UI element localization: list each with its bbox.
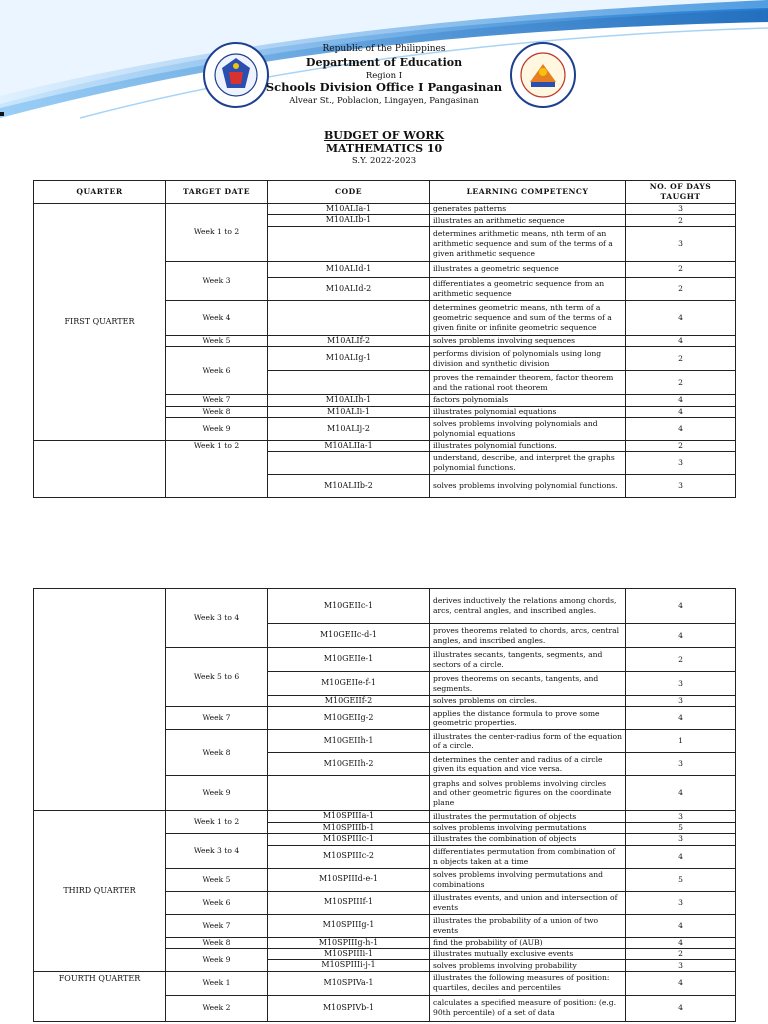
days-cell: 3 — [626, 452, 736, 475]
table-header-row — [34, 181, 736, 204]
days-cell: 3 — [626, 475, 736, 498]
competency-cell: differentiates permutation from combination of n objects taken at a time — [430, 845, 626, 868]
competency-cell: generates patterns — [430, 204, 626, 215]
competency-cell: illustrates an arithmetic sequence — [430, 215, 626, 226]
competency-cell: solves problems involving permutations — [430, 822, 626, 833]
target-date-cell: Week 5 to 6 — [166, 648, 268, 707]
code-cell: M10ALIf-2 — [268, 335, 430, 346]
days-cell: 2 — [626, 948, 736, 959]
competency-cell: graphs and solves problems involving circles and other geometric figures on the coordinate plane — [430, 776, 626, 811]
target-date-cell: Week 9 — [166, 776, 268, 811]
code-cell: M10SPIIIi-1 — [268, 948, 430, 959]
competency-cell: solves problems involving sequences — [430, 335, 626, 346]
target-date-cell: Week 7 — [166, 914, 268, 937]
competency-cell: illustrates the center-radius form of the equation of a circle. — [430, 730, 626, 753]
days-cell: 4 — [626, 300, 736, 335]
code-cell: M10GEIIc-d-1 — [268, 624, 430, 648]
days-cell: 4 — [626, 395, 736, 406]
target-date-cell: Week 1 to 2 — [166, 440, 268, 497]
competency-cell: proves the remainder theorem, factor theorem and the rational root theorem — [430, 371, 626, 395]
competency-cell: factors polynomials — [430, 395, 626, 406]
competency-cell: solves problems on circles. — [430, 696, 626, 707]
code-cell: M10GEIIe-1 — [268, 648, 430, 672]
competency-cell: illustrates secants, tangents, segments, and sectors of a circle. — [430, 648, 626, 672]
code-cell: M10ALIj-2 — [268, 417, 430, 440]
page-marker — [0, 112, 4, 116]
days-cell: 3 — [626, 960, 736, 971]
competency-cell: find the probability of (AUB) — [430, 937, 626, 948]
target-date-cell: Week 3 to 4 — [166, 589, 268, 648]
competency-cell: determines arithmetic means, nth term of an arithmetic sequence and sum of the terms of a given arithmetic sequence — [430, 226, 626, 261]
competency-cell: determines geometric means, nth term of a geometric sequence and sum of the terms of a given finite or infinite geometric sequence — [430, 300, 626, 335]
days-cell: 4 — [626, 914, 736, 937]
competency-cell: illustrates events, and union and intersection of events — [430, 891, 626, 914]
subject-title: MATHEMATICS 10 — [325, 142, 443, 155]
region-line: Region I — [365, 71, 403, 81]
table-row — [34, 811, 736, 822]
competency-cell: solves problems involving probability — [430, 960, 626, 971]
days-cell: 2 — [626, 371, 736, 395]
code-cell — [268, 371, 430, 395]
days-cell: 4 — [626, 707, 736, 730]
competency-cell: solves problems involving polynomials and polynomial equations — [430, 417, 626, 440]
competency-cell: illustrates the combination of objects — [430, 834, 626, 845]
competency-cell: applies the distance formula to prove some geometric properties. — [430, 707, 626, 730]
competency-cell: differentiates a geometric sequence from an arithmetic sequence — [430, 277, 626, 300]
days-cell: 5 — [626, 822, 736, 833]
competency-cell: illustrates the following measures of position: quartiles, deciles and percentiles — [430, 971, 626, 995]
competency-cell: illustrates mutually exclusive events — [430, 948, 626, 959]
target-date-cell: Week 1 — [166, 971, 268, 995]
code-cell: M10GEIIg-2 — [268, 707, 430, 730]
column-header: LEARNING COMPETENCY — [430, 181, 626, 204]
competency-cell: proves theorems related to chords, arcs, central angles, and inscribed angles. — [430, 624, 626, 648]
days-cell: 4 — [626, 589, 736, 624]
competency-cell: solves problems involving permutations and combinations — [430, 868, 626, 891]
quarter-cell — [34, 589, 166, 811]
code-cell: M10SPIVb-1 — [268, 995, 430, 1021]
code-cell: M10ALIh-1 — [268, 395, 430, 406]
budget-table-first — [33, 180, 736, 498]
code-cell: M10ALIIb-2 — [268, 475, 430, 498]
code-cell: M10GEIIh-1 — [268, 730, 430, 753]
days-cell: 4 — [626, 845, 736, 868]
days-cell: 2 — [626, 261, 736, 277]
days-cell: 3 — [626, 204, 736, 215]
target-date-cell: Week 1 to 2 — [166, 811, 268, 834]
target-date-cell: Week 5 — [166, 335, 268, 346]
document-title: BUDGET OF WORK — [323, 129, 445, 142]
days-cell: 1 — [626, 730, 736, 753]
days-cell: 3 — [626, 226, 736, 261]
competency-cell: illustrates polynomial functions. — [430, 440, 626, 451]
code-cell: M10GEIIc-1 — [268, 589, 430, 624]
department-name: Department of Education — [305, 56, 463, 69]
table-row — [34, 589, 736, 624]
target-date-cell: Week 3 to 4 — [166, 834, 268, 868]
competency-cell: derives inductively the relations among chords, arcs, central angles, and inscribed angles. — [430, 589, 626, 624]
code-cell: M10ALIg-1 — [268, 347, 430, 371]
competency-cell: illustrates the probability of a union of two events — [430, 914, 626, 937]
column-header: TARGET DATE — [166, 181, 268, 204]
quarter-cell: FOURTH QUARTER — [34, 971, 166, 1021]
days-cell: 2 — [626, 215, 736, 226]
days-cell: 4 — [626, 417, 736, 440]
code-cell — [268, 452, 430, 475]
code-cell: M10SPIIIc-1 — [268, 834, 430, 845]
code-cell: M10ALId-1 — [268, 261, 430, 277]
code-cell: M10GEIIf-2 — [268, 696, 430, 707]
target-date-cell: Week 8 — [166, 406, 268, 417]
code-cell: M10ALId-2 — [268, 277, 430, 300]
days-cell: 3 — [626, 696, 736, 707]
target-date-cell: Week 5 — [166, 868, 268, 891]
division-name: Schools Division Office I Pangasinan — [265, 80, 503, 94]
code-cell: M10SPIIIb-1 — [268, 822, 430, 833]
days-cell: 4 — [626, 406, 736, 417]
table-row — [34, 440, 736, 451]
target-date-cell: Week 6 — [166, 347, 268, 395]
competency-cell: determines the center and radius of a circle given its equation and vice versa. — [430, 753, 626, 776]
quarter-cell: THIRD QUARTER — [34, 811, 166, 971]
competency-cell: calculates a specified measure of position: (e.g. 90th percentile) of a set of data — [430, 995, 626, 1021]
competency-cell: illustrates the permutation of objects — [430, 811, 626, 822]
code-cell — [268, 776, 430, 811]
column-header: NO. OF DAYS TAUGHT — [626, 181, 736, 204]
target-date-cell: Week 2 — [166, 995, 268, 1021]
target-date-cell: Week 7 — [166, 395, 268, 406]
code-cell: M10GEIIh-2 — [268, 753, 430, 776]
code-cell: M10SPIIIg-h-1 — [268, 937, 430, 948]
table-row — [34, 204, 736, 215]
competency-cell: solves problems involving polynomial functions. — [430, 475, 626, 498]
school-year: S.Y. 2022-2023 — [351, 156, 417, 166]
target-date-cell: Week 8 — [166, 937, 268, 948]
days-cell: 3 — [626, 891, 736, 914]
days-cell: 2 — [626, 648, 736, 672]
target-date-cell: Week 8 — [166, 730, 268, 776]
competency-cell: illustrates a geometric sequence — [430, 261, 626, 277]
republic-line: Republic of the Philippines — [322, 44, 446, 54]
code-cell: M10ALIa-1 — [268, 204, 430, 215]
code-cell: M10SPIIId-e-1 — [268, 868, 430, 891]
target-date-cell: Week 4 — [166, 300, 268, 335]
target-date-cell: Week 9 — [166, 417, 268, 440]
competency-cell: performs division of polynomials using long division and synthetic division — [430, 347, 626, 371]
days-cell: 3 — [626, 834, 736, 845]
days-cell: 4 — [626, 335, 736, 346]
days-cell: 4 — [626, 971, 736, 995]
days-cell: 4 — [626, 776, 736, 811]
column-header: CODE — [268, 181, 430, 204]
column-header: QUARTER — [34, 181, 166, 204]
target-date-cell: Week 9 — [166, 948, 268, 971]
code-cell: M10SPIIIi-j-1 — [268, 960, 430, 971]
table-row — [34, 971, 736, 995]
code-cell: M10SPIIIc-2 — [268, 845, 430, 868]
code-cell: M10SPIIIa-1 — [268, 811, 430, 822]
address-line: Alvear St., Poblacion, Lingayen, Pangasinan — [289, 96, 479, 106]
competency-cell: understand, describe, and interpret the graphs polynomial functions. — [430, 452, 626, 475]
days-cell: 4 — [626, 937, 736, 948]
code-cell — [268, 300, 430, 335]
code-cell: M10ALIIa-1 — [268, 440, 430, 451]
quarter-cell: FIRST QUARTER — [34, 204, 166, 441]
budget-table-continued — [33, 588, 736, 1022]
days-cell: 2 — [626, 347, 736, 371]
days-cell: 3 — [626, 811, 736, 822]
target-date-cell: Week 6 — [166, 891, 268, 914]
days-cell: 4 — [626, 624, 736, 648]
quarter-cell — [34, 440, 166, 497]
days-cell: 3 — [626, 672, 736, 696]
code-cell: M10SPIIIf-1 — [268, 891, 430, 914]
code-cell: M10SPIIIg-1 — [268, 914, 430, 937]
days-cell: 5 — [626, 868, 736, 891]
days-cell: 2 — [626, 277, 736, 300]
competency-cell: proves theorems on secants, tangents, and segments. — [430, 672, 626, 696]
days-cell: 4 — [626, 995, 736, 1021]
code-cell: M10ALIb-1 — [268, 215, 430, 226]
target-date-cell: Week 7 — [166, 707, 268, 730]
target-date-cell: Week 1 to 2 — [166, 204, 268, 262]
competency-cell: illustrates polynomial equations — [430, 406, 626, 417]
code-cell — [268, 226, 430, 261]
days-cell: 2 — [626, 440, 736, 451]
code-cell: M10SPIVa-1 — [268, 971, 430, 995]
code-cell: M10ALIi-1 — [268, 406, 430, 417]
code-cell: M10GEIIe-f-1 — [268, 672, 430, 696]
days-cell: 3 — [626, 753, 736, 776]
target-date-cell: Week 3 — [166, 261, 268, 300]
